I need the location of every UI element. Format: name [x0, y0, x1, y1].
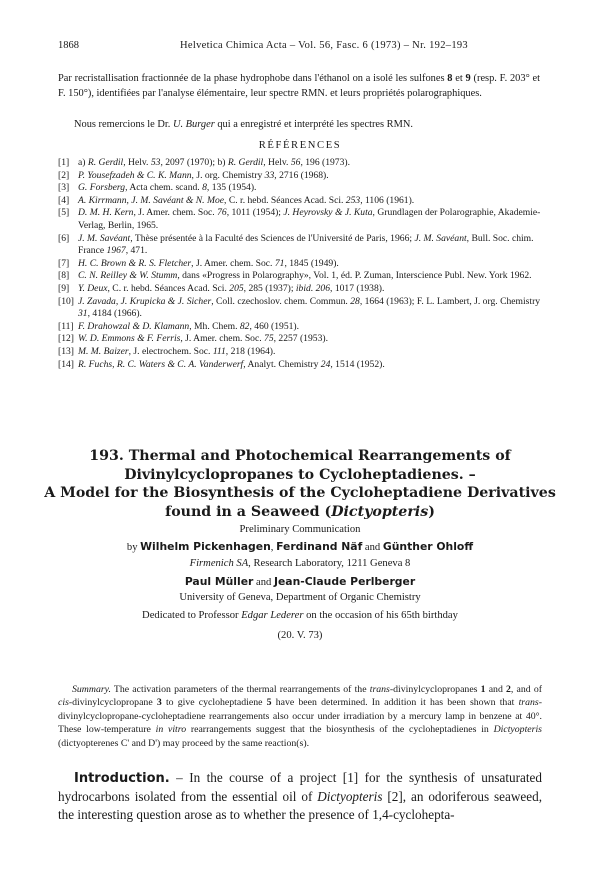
reference-item: [11] F. Drahowzal & D. Klamann, Mh. Chem. 82, 460 (1951).: [58, 320, 300, 332]
reference-item: [4] A. Kirrmann, J. M. Savéant & N. Moe, C. r. hebd. Séances Acad. Sci. 253, 1106 (1961).: [58, 194, 415, 206]
reference-item: [5] D. M. H. Kern, J. Amer. chem. Soc. 76, 1011 (1954); J. Heyrovsky & J. Kuta, Grundlagen der Polarographie, Akademie-Verlag, Berlin, 1965.: [58, 207, 541, 231]
journal-citation: Helvetica Chimica Acta – Vol. 56, Fasc. 6 (1973) – Nr. 192–193: [180, 40, 468, 51]
reference-item: [8] C. N. Reilley & W. Stumm, dans «Progress in Polarography», Vol. 1, éd. P. Zuman, Interscience Publ. New. York 1962.: [58, 270, 532, 282]
reference-item: [2] P. Yousefzadeh & C. K. Mann, J. org. Chemistry 33, 2716 (1968).: [58, 169, 329, 181]
reference-item: [10] J. Zavada, J. Krupicka & J. Sicher, Coll. czechoslov. chem. Commun. 28, 1664 (1963); F. L. Lambert, J. org. Chemistry 31, 4184 (1966).: [58, 295, 541, 320]
communication-type: Preliminary Communication: [239, 524, 361, 535]
reference-item: [3] G. Forsberg, Acta chem. scand. 8, 135 (1954).: [58, 182, 257, 194]
reference-item: [14] R. Fuchs, R. C. Waters & C. A. Vanderwerf, Analyt. Chemistry 24, 1514 (1952).: [58, 358, 385, 370]
affiliation-2: University of Geneva, Department of Organic Chemistry: [179, 592, 421, 603]
references-list: [58, 157, 542, 371]
reference-number: [9]: [58, 282, 70, 294]
affiliation-1: Firmenich SA, Research Laboratory, 1211 Geneva 8: [189, 558, 411, 569]
introduction-label: Introduction.: [74, 771, 170, 786]
summary-label: Summary.: [72, 684, 111, 695]
authors-line-2: Paul Müller and Jean-Claude Perlberger: [184, 575, 416, 588]
reference-number: [10]: [58, 295, 74, 307]
page-number: 1868: [58, 40, 79, 51]
reference-number: [8]: [58, 270, 70, 282]
references-heading: RÉFÉRENCES: [258, 140, 342, 151]
title-line: Divinylcyclopropanes to Cycloheptadienes. –: [124, 466, 476, 483]
author-name: Paul Müller: [184, 575, 254, 588]
reference-item: [12] W. D. Emmons & F. Ferris, J. Amer. chem. Soc. 75, 2257 (1953).: [58, 333, 328, 345]
compound-number: 8: [447, 73, 453, 84]
author-name: Wilhelm Pickenhagen: [140, 540, 271, 553]
author-name: Günther Ohloff: [382, 540, 474, 553]
reference-number: [6]: [58, 232, 70, 244]
title-line: found in a Seaweed (Dictyopteris): [165, 503, 435, 520]
reference-number: [1]: [58, 157, 70, 168]
reference-number: [4]: [58, 194, 70, 206]
compound-number: 9: [465, 73, 471, 84]
reference-number: [2]: [58, 169, 70, 181]
reference-item: [1] a) R. Gerdil, Helv. 53, 2097 (1970); b) R. Gerdil, Helv. 56, 196 (1973).: [58, 157, 350, 168]
running-head: [58, 40, 540, 51]
reference-number: [7]: [58, 257, 70, 269]
dedication: Dedicated to Professor Edgar Lederer on the occasion of his 65th birthday: [142, 610, 458, 621]
reference-number: [13]: [58, 345, 74, 357]
introduction: Introduction. – In the course of a project [1] for the synthesis of unsaturated hydrocarbons isolated from the essential oil of Dictyopteris [2], an odoriferous seaweed, the interesting question arose as to whether the presence of 1,4-cyclohepta-: [58, 770, 543, 822]
reference-number: [11]: [58, 320, 74, 332]
reference-number: [3]: [58, 182, 70, 194]
title-line: A Model for the Biosynthesis of the Cycloheptadiene Derivatives: [44, 485, 556, 502]
title-line: 193. Thermal and Photochemical Rearrangements of: [89, 448, 511, 464]
article-title: [40, 447, 560, 521]
reference-item: [9] Y. Deux, C. r. hebd. Séances Acad. Sci. 205, 285 (1937); ibid. 206, 1017 (1938).: [58, 282, 385, 294]
reference-item: [6] J. M. Savéant, Thèse présentée à la Faculté des Sciences de l'Université de Paris, 1966; J. M. Savéant, Bull. Soc. chim. France 1967, 471.: [58, 232, 534, 257]
reference-number: [14]: [58, 358, 74, 370]
reference-number: [12]: [58, 333, 74, 345]
summary: Summary. The activation parameters of the thermal rearrangements of the trans-divinylcyclopropanes 1 and 2, and of cis-divinylcyclopropane 3 to give cycloheptadiene 5 have been determined. In addition it has been shown that trans-divinylcyclopropane-cycloheptadiene rearrangements also occur under irradiation by a mercury lamp in benzene at 40°. These low-temperature in vitro rearrangements suggest that the biosynthesis of the cycloheptadienes in Dictyopteris (dictyopterenes C' and D') may proceed by the same reaction(s).: [58, 684, 542, 749]
reference-number: [5]: [58, 207, 70, 219]
acknowledgement: Nous remercions le Dr. U. Burger qui a enregistré et interprété les spectres RMN.: [74, 119, 413, 130]
closing-paragraph: Par recristallisation fractionnée de la phase hydrophobe dans l'éthanol on a isolé les sulfones 8 et 9 (resp. F. 203° et F. 150°), identifiées par l'analyse élémentaire, leur spectre RMN. et leurs propriétés polarographiques.: [58, 73, 541, 99]
authors-line-1: by Wilhelm Pickenhagen, Ferdinand Näf and Günther Ohloff: [126, 540, 474, 553]
reference-item: [13] M. M. Baizer, J. electrochem. Soc. 111, 218 (1964).: [58, 345, 276, 357]
author-name: Ferdinand Näf: [276, 540, 363, 553]
received-date: (20. V. 73): [277, 630, 323, 641]
person-name: U. Burger: [172, 119, 215, 130]
reference-item: [7] H. C. Brown & R. S. Fletcher, J. Amer. chem. Soc. 71, 1845 (1949).: [58, 257, 339, 269]
author-name: Jean-Claude Perlberger: [273, 575, 416, 588]
